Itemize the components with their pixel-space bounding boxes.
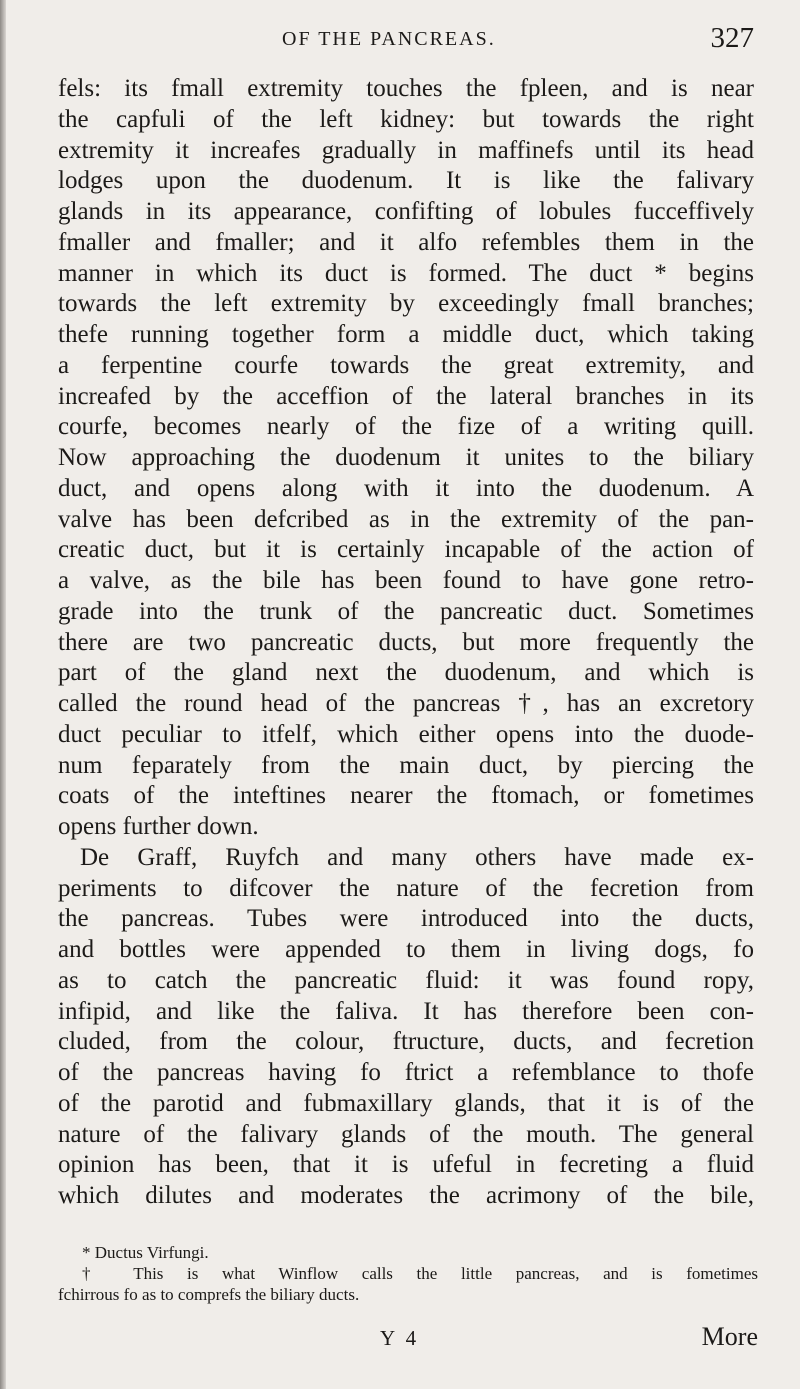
text-line: towards the left extremity by exceedingly fmall branches; (58, 290, 754, 318)
page-footer (58, 1322, 758, 1362)
text-line: glands in its appearance, confifting of lobules fucceffively (58, 198, 754, 225)
text-line: num feparately from the main duct, by piercing the (58, 751, 754, 779)
text-line-paragraph-start: De Graff, Ruyfch and many others have made ex- (80, 843, 754, 871)
body-text (58, 74, 754, 1212)
text-line: which dilutes and moderates the acrimony of the bile, (58, 1182, 754, 1209)
footnote-ductus: * Ductus Virfungi. (82, 1243, 209, 1262)
text-line: fels: its fmall extremity touches the fpleen, and is near (58, 75, 754, 102)
text-line: duct peculiar to itfelf, which either opens into the duode- (58, 720, 754, 748)
text-line: and bottles were appended to them in living dogs, fo (58, 936, 754, 963)
text-line: valve has been defcribed as in the extremity of the pan- (58, 505, 754, 533)
page-number: 327 (710, 22, 754, 54)
text-line: fmaller and fmaller; and it alfo refembles them in the (58, 228, 754, 256)
text-line: a ferpentine courfe towards the great extremity, and (58, 351, 754, 379)
text-line: coats of the inteftines nearer the ftomach, or fometimes (58, 782, 754, 810)
text-line: of the parotid and fubmaxillary glands, that it is of the (58, 1089, 754, 1117)
footnote-winslow-continued: fchirrous fo as to comprefs the biliary ducts. (58, 1285, 360, 1304)
running-head: OF THE PANCREAS. (282, 28, 496, 50)
text-line: courfe, becomes nearly of the fize of a writing quill. (58, 413, 754, 441)
text-line: opinion has been, that it is ufeful in fecreting a fluid (58, 1151, 754, 1179)
text-line: Now approaching the duodenum it unites to the biliary (58, 444, 754, 471)
text-line: duct, and opens along with it into the duodenum. A (58, 474, 754, 502)
text-line: increafed by the acceffion of the lateral branches in its (58, 382, 754, 410)
text-line: as to catch the pancreatic fluid: it was found ropy, (58, 966, 754, 994)
text-line: the capfuli of the left kidney: but towards the right (58, 105, 754, 133)
page-edge-shadow (0, 0, 6, 1389)
page-header (60, 22, 756, 62)
catchword: More (701, 1322, 758, 1351)
text-line: extremity it increafes gradually in maffinefs until its head (58, 136, 754, 164)
text-line: grade into the trunk of the pancreatic duct. Sometimes (58, 597, 754, 625)
text-line: lodges upon the duodenum. It is like the falivary (58, 167, 754, 195)
footnotes (58, 1242, 758, 1305)
text-line: nature of the falivary glands of the mouth. The general (58, 1120, 754, 1148)
text-line: the pancreas. Tubes were introduced into the ducts, (58, 905, 754, 933)
text-line: thefe running together form a middle duct, which taking (58, 321, 754, 348)
text-line: of the pancreas having fo ftrict a refemblance to thofe (58, 1059, 754, 1086)
text-line: infipid, and like the faliva. It has therefore been con- (58, 997, 754, 1025)
text-line: cluded, from the colour, ftructure, ducts, and fecretion (58, 1028, 754, 1056)
signature-mark: Y 4 (380, 1326, 420, 1350)
text-line: periments to difcover the nature of the fecretion from (58, 874, 754, 902)
text-line: part of the gland next the duodenum, and which is (58, 659, 754, 687)
text-line: a valve, as the bile has been found to have gone retro- (58, 567, 754, 594)
text-line: called the round head of the pancreas †, has an excretory (58, 690, 754, 717)
text-line-paragraph-end: opens further down. (58, 813, 259, 840)
text-line: there are two pancreatic ducts, but more frequently the (58, 628, 754, 656)
footnote-winslow: † This is what Winflow calls the little pancreas, and is fometimes (82, 1264, 758, 1283)
text-line: manner in which its duct is formed. The duct * begins (58, 259, 754, 287)
text-line: creatic duct, but it is certainly incapable of the action of (58, 536, 754, 564)
